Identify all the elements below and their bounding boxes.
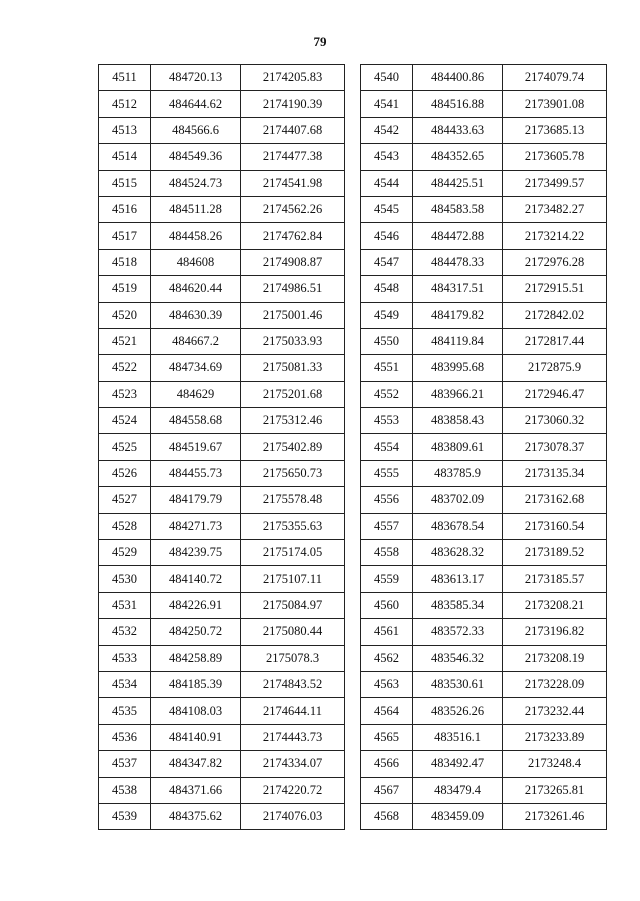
y-coordinate-cell: 2173189.52 bbox=[503, 540, 607, 566]
y-coordinate-cell: 2175033.93 bbox=[241, 328, 345, 354]
y-coordinate-cell: 2175001.46 bbox=[241, 302, 345, 328]
table-row bbox=[361, 751, 607, 777]
table-row bbox=[361, 65, 607, 91]
table-row bbox=[99, 487, 345, 513]
y-coordinate-cell: 2173233.89 bbox=[503, 724, 607, 750]
point-id-cell: 4533 bbox=[99, 645, 151, 671]
table-row bbox=[361, 223, 607, 249]
y-coordinate-cell: 2174908.87 bbox=[241, 249, 345, 275]
table-row bbox=[361, 513, 607, 539]
y-coordinate-cell: 2174541.98 bbox=[241, 170, 345, 196]
point-id-cell: 4523 bbox=[99, 381, 151, 407]
table-row bbox=[361, 91, 607, 117]
table-row bbox=[99, 381, 345, 407]
point-id-cell: 4511 bbox=[99, 65, 151, 91]
x-coordinate-cell: 484629 bbox=[151, 381, 241, 407]
y-coordinate-cell: 2174843.52 bbox=[241, 671, 345, 697]
y-coordinate-cell: 2174443.73 bbox=[241, 724, 345, 750]
y-coordinate-cell: 2172817.44 bbox=[503, 328, 607, 354]
point-id-cell: 4553 bbox=[361, 408, 413, 434]
table-row bbox=[361, 619, 607, 645]
point-id-cell: 4527 bbox=[99, 487, 151, 513]
point-id-cell: 4531 bbox=[99, 592, 151, 618]
table-row bbox=[99, 117, 345, 143]
x-coordinate-cell: 483858.43 bbox=[413, 408, 503, 434]
point-id-cell: 4556 bbox=[361, 487, 413, 513]
point-id-cell: 4554 bbox=[361, 434, 413, 460]
y-coordinate-cell: 2174986.51 bbox=[241, 276, 345, 302]
y-coordinate-cell: 2173060.32 bbox=[503, 408, 607, 434]
y-coordinate-cell: 2175578.48 bbox=[241, 487, 345, 513]
point-id-cell: 4562 bbox=[361, 645, 413, 671]
table-row bbox=[99, 302, 345, 328]
y-coordinate-cell: 2174562.26 bbox=[241, 196, 345, 222]
point-id-cell: 4557 bbox=[361, 513, 413, 539]
page-number: 79 bbox=[313, 34, 327, 49]
point-id-cell: 4525 bbox=[99, 434, 151, 460]
point-id-cell: 4528 bbox=[99, 513, 151, 539]
x-coordinate-cell: 484583.58 bbox=[413, 196, 503, 222]
x-coordinate-cell: 484549.36 bbox=[151, 144, 241, 170]
table-row bbox=[361, 144, 607, 170]
point-id-cell: 4560 bbox=[361, 592, 413, 618]
point-id-cell: 4535 bbox=[99, 698, 151, 724]
point-id-cell: 4564 bbox=[361, 698, 413, 724]
x-coordinate-cell: 484258.89 bbox=[151, 645, 241, 671]
x-coordinate-cell: 484478.33 bbox=[413, 249, 503, 275]
point-id-cell: 4558 bbox=[361, 540, 413, 566]
point-id-cell: 4548 bbox=[361, 276, 413, 302]
x-coordinate-cell: 484108.03 bbox=[151, 698, 241, 724]
point-id-cell: 4565 bbox=[361, 724, 413, 750]
y-coordinate-cell: 2173605.78 bbox=[503, 144, 607, 170]
table-row bbox=[99, 276, 345, 302]
x-coordinate-cell: 483526.26 bbox=[413, 698, 503, 724]
point-id-cell: 4519 bbox=[99, 276, 151, 302]
x-coordinate-cell: 484433.63 bbox=[413, 117, 503, 143]
y-coordinate-cell: 2173499.57 bbox=[503, 170, 607, 196]
y-coordinate-cell: 2175312.46 bbox=[241, 408, 345, 434]
table-row bbox=[361, 540, 607, 566]
table-row bbox=[99, 196, 345, 222]
point-id-cell: 4555 bbox=[361, 460, 413, 486]
x-coordinate-cell: 484472.88 bbox=[413, 223, 503, 249]
x-coordinate-cell: 484226.91 bbox=[151, 592, 241, 618]
x-coordinate-cell: 484140.72 bbox=[151, 566, 241, 592]
table-row bbox=[99, 698, 345, 724]
table-row bbox=[361, 196, 607, 222]
table-row bbox=[361, 434, 607, 460]
y-coordinate-cell: 2174079.74 bbox=[503, 65, 607, 91]
x-coordinate-cell: 484644.62 bbox=[151, 91, 241, 117]
y-coordinate-cell: 2172946.47 bbox=[503, 381, 607, 407]
x-coordinate-cell: 484455.73 bbox=[151, 460, 241, 486]
x-coordinate-cell: 484400.86 bbox=[413, 65, 503, 91]
x-coordinate-cell: 484119.84 bbox=[413, 328, 503, 354]
x-coordinate-cell: 483966.21 bbox=[413, 381, 503, 407]
table-row bbox=[99, 91, 345, 117]
point-id-cell: 4567 bbox=[361, 777, 413, 803]
table-row bbox=[99, 777, 345, 803]
x-coordinate-cell: 483585.34 bbox=[413, 592, 503, 618]
y-coordinate-cell: 2173265.81 bbox=[503, 777, 607, 803]
point-id-cell: 4546 bbox=[361, 223, 413, 249]
y-coordinate-cell: 2173160.54 bbox=[503, 513, 607, 539]
table-row bbox=[361, 328, 607, 354]
x-coordinate-cell: 484524.73 bbox=[151, 170, 241, 196]
point-id-cell: 4520 bbox=[99, 302, 151, 328]
point-id-cell: 4547 bbox=[361, 249, 413, 275]
y-coordinate-cell: 2173162.68 bbox=[503, 487, 607, 513]
point-id-cell: 4516 bbox=[99, 196, 151, 222]
table-row bbox=[361, 249, 607, 275]
point-id-cell: 4543 bbox=[361, 144, 413, 170]
x-coordinate-cell: 484720.13 bbox=[151, 65, 241, 91]
point-id-cell: 4559 bbox=[361, 566, 413, 592]
table-row bbox=[99, 65, 345, 91]
x-coordinate-cell: 484458.26 bbox=[151, 223, 241, 249]
y-coordinate-cell: 2174220.72 bbox=[241, 777, 345, 803]
point-id-cell: 4542 bbox=[361, 117, 413, 143]
y-coordinate-cell: 2173208.21 bbox=[503, 592, 607, 618]
y-coordinate-cell: 2173214.22 bbox=[503, 223, 607, 249]
table-row bbox=[361, 408, 607, 434]
x-coordinate-cell: 484511.28 bbox=[151, 196, 241, 222]
table-row bbox=[361, 381, 607, 407]
y-coordinate-cell: 2173185.57 bbox=[503, 566, 607, 592]
x-coordinate-cell: 484667.2 bbox=[151, 328, 241, 354]
table-row bbox=[361, 487, 607, 513]
point-id-cell: 4524 bbox=[99, 408, 151, 434]
y-coordinate-cell: 2174477.38 bbox=[241, 144, 345, 170]
y-coordinate-cell: 2173482.27 bbox=[503, 196, 607, 222]
table-row bbox=[99, 355, 345, 381]
point-id-cell: 4550 bbox=[361, 328, 413, 354]
table-row bbox=[99, 328, 345, 354]
x-coordinate-cell: 483492.47 bbox=[413, 751, 503, 777]
y-coordinate-cell: 2174644.11 bbox=[241, 698, 345, 724]
y-coordinate-cell: 2174762.84 bbox=[241, 223, 345, 249]
table-row bbox=[361, 645, 607, 671]
table-row bbox=[99, 645, 345, 671]
table-row bbox=[361, 276, 607, 302]
point-id-cell: 4514 bbox=[99, 144, 151, 170]
table-row bbox=[99, 566, 345, 592]
x-coordinate-cell: 483459.09 bbox=[413, 803, 503, 829]
y-coordinate-cell: 2172875.9 bbox=[503, 355, 607, 381]
x-coordinate-cell: 484239.75 bbox=[151, 540, 241, 566]
x-coordinate-cell: 483613.17 bbox=[413, 566, 503, 592]
point-id-cell: 4538 bbox=[99, 777, 151, 803]
y-coordinate-cell: 2175174.05 bbox=[241, 540, 345, 566]
point-id-cell: 4551 bbox=[361, 355, 413, 381]
point-id-cell: 4517 bbox=[99, 223, 151, 249]
x-coordinate-cell: 483479.4 bbox=[413, 777, 503, 803]
table-row bbox=[99, 144, 345, 170]
x-coordinate-cell: 484734.69 bbox=[151, 355, 241, 381]
point-id-cell: 4532 bbox=[99, 619, 151, 645]
x-coordinate-cell: 483516.1 bbox=[413, 724, 503, 750]
point-id-cell: 4549 bbox=[361, 302, 413, 328]
y-coordinate-cell: 2175107.11 bbox=[241, 566, 345, 592]
table-row bbox=[99, 592, 345, 618]
point-id-cell: 4563 bbox=[361, 671, 413, 697]
x-coordinate-cell: 484317.51 bbox=[413, 276, 503, 302]
x-coordinate-cell: 483809.61 bbox=[413, 434, 503, 460]
x-coordinate-cell: 483702.09 bbox=[413, 487, 503, 513]
table-row bbox=[99, 540, 345, 566]
y-coordinate-cell: 2175355.63 bbox=[241, 513, 345, 539]
y-coordinate-cell: 2175080.44 bbox=[241, 619, 345, 645]
x-coordinate-cell: 483785.9 bbox=[413, 460, 503, 486]
table-row bbox=[361, 170, 607, 196]
x-coordinate-cell: 484250.72 bbox=[151, 619, 241, 645]
x-coordinate-cell: 483995.68 bbox=[413, 355, 503, 381]
x-coordinate-cell: 483546.32 bbox=[413, 645, 503, 671]
coordinates-table-right bbox=[360, 64, 607, 830]
x-coordinate-cell: 484179.82 bbox=[413, 302, 503, 328]
table-row bbox=[361, 355, 607, 381]
point-id-cell: 4536 bbox=[99, 724, 151, 750]
point-id-cell: 4515 bbox=[99, 170, 151, 196]
table-row bbox=[99, 751, 345, 777]
point-id-cell: 4539 bbox=[99, 803, 151, 829]
point-id-cell: 4518 bbox=[99, 249, 151, 275]
x-coordinate-cell: 484347.82 bbox=[151, 751, 241, 777]
point-id-cell: 4561 bbox=[361, 619, 413, 645]
table-row bbox=[99, 619, 345, 645]
point-id-cell: 4552 bbox=[361, 381, 413, 407]
point-id-cell: 4541 bbox=[361, 91, 413, 117]
x-coordinate-cell: 484516.88 bbox=[413, 91, 503, 117]
table-row bbox=[361, 671, 607, 697]
y-coordinate-cell: 2175650.73 bbox=[241, 460, 345, 486]
point-id-cell: 4568 bbox=[361, 803, 413, 829]
table-row bbox=[361, 724, 607, 750]
table-row bbox=[361, 592, 607, 618]
x-coordinate-cell: 484140.91 bbox=[151, 724, 241, 750]
x-coordinate-cell: 484352.65 bbox=[413, 144, 503, 170]
point-id-cell: 4534 bbox=[99, 671, 151, 697]
x-coordinate-cell: 484185.39 bbox=[151, 671, 241, 697]
y-coordinate-cell: 2173248.4 bbox=[503, 751, 607, 777]
point-id-cell: 4566 bbox=[361, 751, 413, 777]
y-coordinate-cell: 2174334.07 bbox=[241, 751, 345, 777]
y-coordinate-cell: 2174190.39 bbox=[241, 91, 345, 117]
x-coordinate-cell: 483572.33 bbox=[413, 619, 503, 645]
x-coordinate-cell: 484630.39 bbox=[151, 302, 241, 328]
x-coordinate-cell: 484179.79 bbox=[151, 487, 241, 513]
table-row bbox=[99, 249, 345, 275]
table-row bbox=[99, 803, 345, 829]
table-row bbox=[99, 460, 345, 486]
x-coordinate-cell: 484519.67 bbox=[151, 434, 241, 460]
table-row bbox=[99, 170, 345, 196]
x-coordinate-cell: 484375.62 bbox=[151, 803, 241, 829]
coordinates-table-left bbox=[98, 64, 345, 830]
y-coordinate-cell: 2174076.03 bbox=[241, 803, 345, 829]
x-coordinate-cell: 484608 bbox=[151, 249, 241, 275]
y-coordinate-cell: 2173901.08 bbox=[503, 91, 607, 117]
y-coordinate-cell: 2172915.51 bbox=[503, 276, 607, 302]
table-row bbox=[99, 434, 345, 460]
y-coordinate-cell: 2174407.68 bbox=[241, 117, 345, 143]
point-id-cell: 4530 bbox=[99, 566, 151, 592]
point-id-cell: 4545 bbox=[361, 196, 413, 222]
point-id-cell: 4540 bbox=[361, 65, 413, 91]
y-coordinate-cell: 2175201.68 bbox=[241, 381, 345, 407]
y-coordinate-cell: 2173078.37 bbox=[503, 434, 607, 460]
y-coordinate-cell: 2174205.83 bbox=[241, 65, 345, 91]
y-coordinate-cell: 2173261.46 bbox=[503, 803, 607, 829]
table-row bbox=[361, 803, 607, 829]
table-row bbox=[361, 698, 607, 724]
table-row bbox=[99, 223, 345, 249]
point-id-cell: 4529 bbox=[99, 540, 151, 566]
table-row bbox=[99, 408, 345, 434]
x-coordinate-cell: 484566.6 bbox=[151, 117, 241, 143]
x-coordinate-cell: 483678.54 bbox=[413, 513, 503, 539]
point-id-cell: 4544 bbox=[361, 170, 413, 196]
point-id-cell: 4512 bbox=[99, 91, 151, 117]
y-coordinate-cell: 2175078.3 bbox=[241, 645, 345, 671]
y-coordinate-cell: 2173208.19 bbox=[503, 645, 607, 671]
y-coordinate-cell: 2173232.44 bbox=[503, 698, 607, 724]
table-row bbox=[361, 302, 607, 328]
x-coordinate-cell: 484371.66 bbox=[151, 777, 241, 803]
y-coordinate-cell: 2173196.82 bbox=[503, 619, 607, 645]
x-coordinate-cell: 484620.44 bbox=[151, 276, 241, 302]
table-row bbox=[99, 513, 345, 539]
point-id-cell: 4521 bbox=[99, 328, 151, 354]
table-row bbox=[361, 460, 607, 486]
y-coordinate-cell: 2173685.13 bbox=[503, 117, 607, 143]
x-coordinate-cell: 484558.68 bbox=[151, 408, 241, 434]
x-coordinate-cell: 483628.32 bbox=[413, 540, 503, 566]
point-id-cell: 4522 bbox=[99, 355, 151, 381]
y-coordinate-cell: 2175081.33 bbox=[241, 355, 345, 381]
table-row bbox=[99, 671, 345, 697]
y-coordinate-cell: 2172842.02 bbox=[503, 302, 607, 328]
table-row bbox=[361, 566, 607, 592]
x-coordinate-cell: 484271.73 bbox=[151, 513, 241, 539]
point-id-cell: 4526 bbox=[99, 460, 151, 486]
x-coordinate-cell: 483530.61 bbox=[413, 671, 503, 697]
y-coordinate-cell: 2173135.34 bbox=[503, 460, 607, 486]
y-coordinate-cell: 2175084.97 bbox=[241, 592, 345, 618]
y-coordinate-cell: 2173228.09 bbox=[503, 671, 607, 697]
y-coordinate-cell: 2175402.89 bbox=[241, 434, 345, 460]
point-id-cell: 4537 bbox=[99, 751, 151, 777]
y-coordinate-cell: 2172976.28 bbox=[503, 249, 607, 275]
table-row bbox=[99, 724, 345, 750]
x-coordinate-cell: 484425.51 bbox=[413, 170, 503, 196]
table-row bbox=[361, 117, 607, 143]
point-id-cell: 4513 bbox=[99, 117, 151, 143]
table-row bbox=[361, 777, 607, 803]
